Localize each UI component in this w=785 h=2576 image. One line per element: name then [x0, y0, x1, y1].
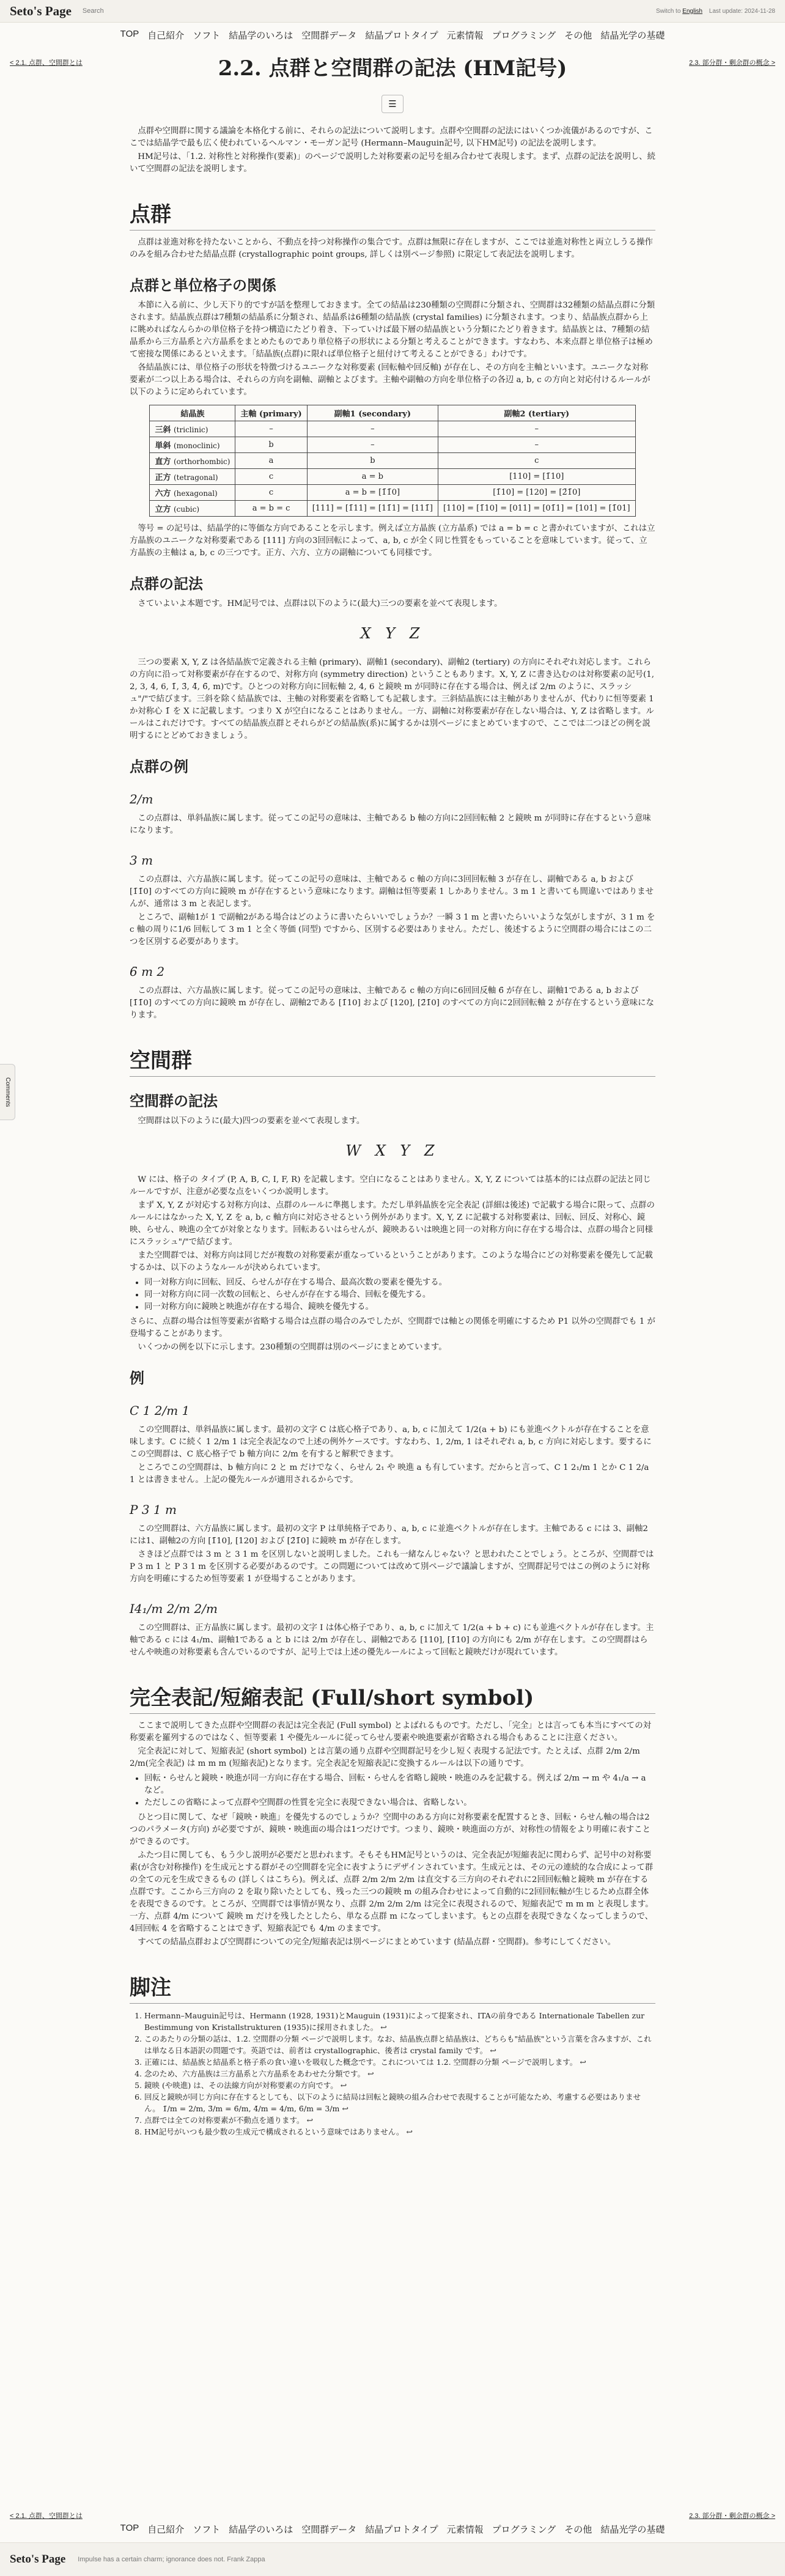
- example-title: 3 m: [130, 853, 153, 868]
- subsection-lattice: 点群と単位格子の関係: [130, 276, 276, 294]
- section-full-short: 完全表記/短縮表記 (Full/short symbol): [130, 1681, 655, 1714]
- footnote: 4. 念のため、六方晶族は三方晶系と六方晶系をあわせた分類です。 ↩: [144, 2068, 655, 2080]
- table-cell: 正方 (tetragonal): [150, 469, 235, 485]
- article: [130, 113, 655, 2138]
- table-header: 結晶族: [150, 405, 235, 421]
- footnote: 7. 点群では全ての対称要素が不動点を通ります。 ↩: [144, 2114, 655, 2126]
- menu-item-top[interactable]: TOP: [120, 29, 139, 39]
- paragraph: この空間群は、単斜晶族に属します。最初の文字 C は底心格子であり、a, b, c に加えて 1/2(a + b) にも並進ベクトルが存在することを意味します。C に続く 1 2/m 1 は完全表記なので上述の例外ケースです。すなわち、1, 2/m, 1 はそれぞれ a, b, c 方向に対応します。要するにこの空間群は、C 底心格子で b 軸方向に 2/m を有すると解釈できます。: [130, 1425, 652, 1459]
- switch-label: Switch to: [655, 7, 681, 15]
- paragraph: この点群は、六方晶族に属します。従ってこの記号の意味は、主軸である c 軸の方向に6回回反軸 6̄ が存在し、副軸1である a, b および [1̄1̄0] のすべての方向に鏡映 m が存在し、副軸2である [1̄10] および [120], [2̄1̄0] のすべての方向に2回回転軸 2 が存在するという意味になります。: [130, 986, 654, 1020]
- table-cell: a = b = c: [235, 501, 307, 517]
- next-page-link[interactable]: 2.3. 部分群・剰余群の概念 >: [689, 59, 775, 67]
- priority-rule-list: [144, 1277, 655, 1313]
- table-cell: 直方 (orthorhombic): [150, 453, 235, 469]
- header-meta: [651, 8, 775, 15]
- paragraph: すべての結晶点群および空間群についての完全/短縮表記は別ページにまとめています (結晶点群・空間群)。参考にしてください。: [138, 1938, 616, 1947]
- menu-item-crystallography[interactable]: 結晶学のいろは: [229, 2525, 293, 2535]
- footnote: 5. 鏡映 (や映進) は、その法線方向が対称要素の方向です。 ↩: [144, 2080, 655, 2091]
- paragraph: この空間群は、六方晶族に属します。最初の文字 P は単純格子であり、a, b, c に並進ベクトルが存在します。主軸である c には 3、副軸2 には1、副軸2の方向 [1̄10], [120] および [2̄1̄0] に鏡映 m が存在します。: [130, 1524, 648, 1546]
- table-header-row: [150, 405, 635, 421]
- search-input[interactable]: Search: [82, 7, 104, 15]
- example-title: C 1 2/m 1: [130, 1403, 190, 1418]
- footnote: 2. このあたりの分類の話は、1.2. 空間群の分類 ページで説明します。なお、結晶族点群と結晶族は、どちらも"結晶族"という言葉を含みますが、これは単なる日本語訳の問題です。英語では、前者は crystallographic、後者は crystal family です。 ↩: [144, 2033, 655, 2056]
- table-header: 副軸2 (tertiary): [438, 405, 636, 421]
- menu-item-elements[interactable]: 元素情報: [446, 2525, 484, 2535]
- menu-item-programming[interactable]: プログラミング: [492, 2525, 556, 2535]
- paragraph: さらに、点群の場合は恒等要素が省略する場合は点群の場合のみでしたが、空間群では軸との関係を明確にするため P1 以外の空間群でも 1 が登場することがあります。: [130, 1317, 655, 1338]
- section-footnotes: 脚注: [130, 1971, 655, 2004]
- table-row: [150, 453, 635, 469]
- paragraph: また空間群では、対称方向は同じだが複数の対称要素が重なっているということがあります。このような場合にどの対称要素を優先して記載するかは、以下のようなルールが決められています。: [130, 1251, 653, 1272]
- paragraph: ところで、副軸1が 1 で副軸2がある場合はどのように書いたらいいでしょうか？一瞬 3 1 m と書いたらいいような気がしますが、3 1 m を c 軸の周りに1/6 回転して 3 m 1 と全く等価 (同型) ですから、区別する必要はありません。ただし、後述するように空間群の場合にはこの二つを区別する必要があります。: [130, 913, 655, 947]
- paragraph: まず X, Y, Z が対応する対称方向は、点群のルールに準拠します。ただし単斜晶族を完全表記 (詳細は後述) で記載する場合に限って、点群のルールにはなかった X, Y, Z を a, b, c 軸方向に対応させるという例外があります。X, Y, Z に記載する対称要素は、回転、回反、対称心、鏡映、らせん、映進の全てが対象となります。回転あるいはらせんが、鏡映あるいは映進と同一の対称方向に存在する場合は、点群の場合と同様にスラッシュ"/"で結びます。: [130, 1201, 655, 1247]
- table-cell: c: [438, 453, 636, 469]
- table-row: [150, 421, 635, 437]
- footer-quote: Impulse has a certain charm; ignorance does not. Frank Zappa: [78, 2556, 265, 2563]
- section-space-group: 空間群: [130, 1044, 655, 1077]
- footnote: 1. Hermann–Mauguin記号は、Hermann (1928, 1931)とMauguin (1931)によって提案され、ITAの前身である Internationale Tabellen zur Bestimmung von Kristallstrukturen (1935)に採用されました。 ↩: [144, 2010, 655, 2033]
- table-cell: c: [235, 485, 307, 501]
- footnote-list: [144, 2010, 655, 2138]
- subsection-notation: 点群の記法: [130, 575, 203, 592]
- intro-paragraph: HM記号は、「1.2. 対称性と対称操作(要素)」のページで説明した対称要素の記号を組み合わせて表現します。まず、点群の記法を説明し、続いて空間群の記法を説明します。: [130, 152, 655, 174]
- table-cell: 立方 (cubic): [150, 501, 235, 517]
- paragraph: 完全表記に対して、短縮表記 (short symbol) とは言葉の通り点群や空間群記号を少し短く表現する記法です。たとえば、点群 2/m 2/m 2/m(完全表記) は m m m (短縮表記)となります。完全表記を短縮表記に変換するルールは以下の通りです。: [130, 1747, 640, 1768]
- formula-xyz: X Y Z: [360, 625, 425, 642]
- menu-item-prototype[interactable]: 結晶プロトタイプ: [365, 2525, 438, 2535]
- footnote: 3. 正確には、結晶族と結晶系と格子系の食い違いを吸収した概念です。これについては 1.2. 空間群の分類 ページで説明します。 ↩: [144, 2056, 655, 2068]
- table-cell: –: [235, 421, 307, 437]
- table-cell: b: [235, 437, 307, 453]
- table-cell: a: [235, 453, 307, 469]
- menu-item-optics[interactable]: 結晶光学の基礎: [600, 31, 665, 41]
- prev-page-link[interactable]: < 2.1. 点群、空間群とは: [10, 59, 83, 67]
- table-row: [150, 437, 635, 453]
- subsection-sg-notation: 空間群の記法: [130, 1092, 218, 1110]
- paragraph: 空間群は以下のように(最大)四つの要素を並べて表現します。: [138, 1116, 365, 1126]
- bottom-page-nav: [0, 2511, 785, 2520]
- paragraph: W には、格子の タイプ (P, A, B, C, I, F, R) を記載します。空白になることはありません。X, Y, Z については基本的には点群の記法と同じルールですが、注意が必要な点をいくつか説明します。: [130, 1175, 651, 1197]
- language-switch-link[interactable]: English: [682, 7, 702, 15]
- menu-item-software[interactable]: ソフト: [193, 2525, 221, 2535]
- intro-paragraph: 点群や空間群に関する議論を本格化する前に、それらの記法について説明します。点群や空間群の記法にはいくつか流儀があるのですが、ここでは結晶学で最も広く使われているヘルマン・モーガン記号 (Hermann–Mauguin記号, 以下HM記号) の記法を説明します。: [130, 127, 653, 148]
- table-cell: [110] = [1̄10]: [438, 469, 636, 485]
- prev-page-link-bottom[interactable]: < 2.1. 点群、空間群とは: [10, 2512, 83, 2520]
- table-cell: a = b: [307, 469, 438, 485]
- last-update: Last update: 2024-11-28: [709, 7, 775, 15]
- table-cell: b: [307, 453, 438, 469]
- table-cell: –: [438, 437, 636, 453]
- page-title: 2.2. 点群と空間群の記法 (HM記号): [218, 56, 567, 81]
- menu-item-others[interactable]: その他: [564, 31, 592, 41]
- menu-item-spacegroup-data[interactable]: 空間群データ: [301, 2525, 357, 2535]
- paragraph: ふたつ目に関しても、もう少し説明が必要だと思われます。そもそもHM記号というのは、完全表記が短縮表記に関わらず、記号中の対称要素(が含む対称操作) を生成元とする群がその空間群を完全に表すようにデザインされています。生成元とは、その元の連続的な合成によって群の全ての元を生成できるもの (詳しくはこちら)。例えば、点群 2/m 2/m 2/m は直交する三方向のそれぞれに2回回転軸と鏡映 m が存在する点群です。ここから三方向の 2 を取り除いたとしても、残った三つの鏡映 m の組み合わせによって自動的に2回回転軸が生じるため点群全体を表現できるのです。ところが、空間群では事情が異なり、点群 2/m 2/m 2/m は完全に表現されるので、短縮表記で m m m と表現します。一方、点群 4/m について 鏡映 m だけを残したとしたら、単なる点群 m になってしまいます。もとの点群を表現できなくなってしまうので、4回回転 4 を省略することはできず、短縮表記でも 4/m のままです。: [130, 1851, 654, 1933]
- example-title: 2/m: [130, 792, 153, 806]
- example-title: P 3 1 m: [130, 1502, 177, 1517]
- list-item: • 同一対称方向に鏡映と映進が存在する場合、鏡映を優先する。: [144, 1301, 655, 1313]
- comments-tab[interactable]: Comments: [0, 1064, 15, 1120]
- table-cell: c: [235, 469, 307, 485]
- menu-item-spacegroup-data[interactable]: 空間群データ: [301, 31, 357, 41]
- menu-item-programming[interactable]: プログラミング: [492, 31, 556, 41]
- paragraph: さきほど点群では 3 m と 3 1 m を区別しないと説明しました。これも一緒なんじゃない？と思われたことでしょう。ところが、空間群では P 3 m 1 と P 3 1 m を区別する必要があるのです。この問題については改めて別ページで議論しますが、空間群記号ではこの例のように対称方向を明確にするため恒等要素 1 が登場することがあります。: [130, 1550, 654, 1584]
- table-cell: –: [307, 437, 438, 453]
- list-item: • 回転・らせんと鏡映・映進が同一方向に存在する場合、回転・らせんを省略し鏡映・映進のみを記載する。例えば 2/m → m や 4₁/a → a など。: [144, 1773, 655, 1797]
- table-cell: [110] = [1̄10] = [011] = [01̄1] = [101] = [1̄01]: [438, 501, 636, 517]
- menu-item-about[interactable]: 自己紹介: [147, 2525, 185, 2535]
- paragraph: ところでこの空間群は、b 軸方向に 2 と m だけでなく、らせん 2₁ や 映進 a も有しています。だからと言って、C 1 2₁/m 1 とか C 1 2/a 1 とは書きません。上記の優先ルールが適用されるからです。: [130, 1463, 649, 1485]
- main-menu: [0, 23, 785, 46]
- table-cell: [1̄10] = [120] = [2̄1̄0]: [438, 485, 636, 501]
- paragraph: この点群は、単斜晶族に属します。従ってこの記号の意味は、主軸である b 軸の方向に2回回転軸 2 と鏡映 m が同時に存在するという意味になります。: [130, 814, 651, 835]
- page-nav: [0, 46, 785, 113]
- short-rule-list: [144, 1773, 655, 1809]
- paragraph: 等号 = の記号は、結晶学的に等価な方向であることを示します。例えば立方晶族 (立方晶系) では a = b = c と書かれていますが、これは立方晶族のユニークな対称要素である [111] 方向の3回回転によって、a, b, c が全く同じ性質をもっていることを意味しています。従って、立方晶族の主軸は a, b, c の三つです。正方、六方、立方の副軸についても同様です。: [130, 524, 655, 558]
- table-cell: 六方 (hexagonal): [150, 485, 235, 501]
- footnote: 8. HM記号がいつも最少数の生成元で構成されるという意味ではありません。 ↩: [144, 2126, 655, 2138]
- symmetry-direction-table: [149, 405, 635, 517]
- bottom-menu: [0, 2523, 785, 2536]
- table-cell: 三斜 (triclinic): [150, 421, 235, 437]
- menu-item-others[interactable]: その他: [564, 2525, 592, 2535]
- menu-item-optics[interactable]: 結晶光学の基礎: [600, 2525, 665, 2535]
- paragraph: 点群は並進対称を持たないことから、不動点を持つ対称操作の集合です。点群は無限に存在しますが、ここでは並進対称性と両立しうる操作のみを組み合わせた結晶点群 (crystallographic point groups, 詳しくは別ページ参照) に限定して表記法を説明します。: [130, 238, 653, 259]
- list-item: • ただしこの省略によって点群や空間群の性質を完全に表現できない場合は、省略しない。: [144, 1797, 655, 1809]
- paragraph: この点群は、六方晶族に属します。従ってこの記号の意味は、主軸である c 軸の方向に3回回転軸 3 が存在し、副軸である a, b および [1̄1̄0] のすべての方向に鏡映 m が存在するという意味になります。副軸は恒等要素 1 しかありません。3 m 1 と書いても間違いではありませんが、通常は 3 m と表記します。: [130, 875, 654, 909]
- top-bar: [0, 0, 785, 23]
- table-row: [150, 501, 635, 517]
- paragraph: 三つの要素 X, Y, Z は各結晶族で定義される主軸 (primary)、副軸1 (secondary)、副軸2 (tertiary) の方向にそれぞれ対応します。これらの方向に沿って対称要素が存在するので、対称方向 (symmetry direction) ということもあります。X, Y, Z に書き込むのは対称要素の記号(1, 2, 3, 4, 6, 1̄, 3̄, 4̄, 6̄, m)です。ひとつの対称方向に回転軸 2, 4, 6 と鏡映 m が同時に存在する場合は、例えば 2/m のように、スラッシュ"/"で結びます。三斜を除く結晶族では、主軸の対称要素を省略しても記載します。三斜結晶族には主軸がありませんが、代わりに恒等要素 1 か対称心 1̄ を X に記載します。つまり X が空白になることはありません。一方、副軸に対称要素が存在しない場合は、Y, Z は省略します。ルールはこれだけです。すべての結晶族点群とそれらがどの結晶族(系)に属するかは別ページにまとめていますので、ここでは二つほどの例を説明するにとどめておきましょう。: [130, 658, 654, 740]
- table-cell: –: [438, 421, 636, 437]
- paragraph: 各結晶族には、単位格子の形状を特徴づけるユニークな対称要素 (回転軸や回反軸) が存在し、その方向を主軸といいます。ユニークな対称要素が二つ以上ある場合は、それらの方向を副軸、副軸とよびます。主軸や副軸の方向を単位格子の各辺 a, b, c の方向と対応付けるルールが以下のように定められています。: [130, 363, 650, 397]
- paragraph: ひとつ目に関して、なぜ「鏡映・映進」を優先するのでしょうか？空間中のある方向に対称要素を配置するとき、回転・らせん軸の場合は2つのパラメータ(方向) が必要ですが、鏡映・映進面の場合は1つだけです。つまり、鏡映・映進面の方が、対称性の情報をより明確に表すことができるのです。: [130, 1813, 650, 1847]
- menu-item-top[interactable]: TOP: [120, 2523, 139, 2533]
- footnote: 6. 回反と鏡映が同じ方向に存在するとしても、以下のように結局は回転と鏡映の組み合わせで表現することが可能なため、考慮する必要はありません。 1̄/m = 2/m, 3̄/m = 6̄/m, 4̄/m = 4/m, 6̄/m = 3/m ↩: [144, 2091, 655, 2114]
- menu-item-software[interactable]: ソフト: [193, 31, 221, 41]
- table-row: [150, 469, 635, 485]
- table-cell: a = b = [1̄1̄0]: [307, 485, 438, 501]
- menu-item-about[interactable]: 自己紹介: [147, 31, 185, 41]
- menu-item-crystallography[interactable]: 結晶学のいろは: [229, 31, 293, 41]
- list-item: • 同一対称方向に同一次数の回転と、らせんが存在する場合、回転を優先する。: [144, 1289, 655, 1301]
- next-page-link-bottom[interactable]: 2.3. 部分群・剰余群の概念 >: [689, 2512, 775, 2520]
- example-title: 6̄ m 2: [130, 964, 165, 979]
- paragraph: さていよいよ本題です。HM記号では、点群は以下のように(最大)三つの要素を並べて表現します。: [138, 599, 503, 608]
- toc-icon[interactable]: ☰: [381, 95, 404, 113]
- subsection-sg-examples: 例: [130, 1369, 144, 1387]
- formula-wxyz: W X Y Z: [345, 1142, 440, 1159]
- subsection-examples: 点群の例: [130, 758, 188, 775]
- paragraph: この空間群は、正方晶族に属します。最初の文字 I は体心格子であり、a, b, c に加えて 1/2(a + b + c) にも並進ベクトルが存在します。主軸である c には 4₁/m、副軸1である a と b には 2/m が存在し、副軸2である [110], [1̄10] の方向にも 2/m が存在します。この空間群はらせんや映進の対称要素も含んでいるのですが、記号上では上述の優先ルールによって回転と鏡映だけが現れています。: [130, 1623, 654, 1657]
- paragraph: 本節に入る前に、少し天下り的ですが話を整理しておきます。全ての結晶は230種類の空間群に分類され、空間群は32種類の結晶点群に分類されます。結晶族点群は7種類の結晶系に分類され、結晶系は6種類の結晶族 (crystal families) に分類されます。つまり、結晶族点群から上に眺めればなんらかの単位格子を持つ構造にたどり着き、下っていけば最下層の結晶族という分類にたどり着きます。結晶族とは、7種類の結晶系から三方晶系と六方晶系をまとめたものであり単位格子の形状による分類と考えることができます。すなわち、本来点群と単位格子は極めて密接な関係にあるといえます。「結晶族(点群)に限れば単位格子と紐付けて考えることができる」わけです。: [130, 301, 655, 359]
- menu-item-elements[interactable]: 元素情報: [446, 31, 484, 41]
- table-cell: [111] = [1̄11] = [11̄1] = [111̄]: [307, 501, 438, 517]
- table-header: 副軸1 (secondary): [307, 405, 438, 421]
- example-title: I4₁/m 2/m 2/m: [130, 1601, 218, 1616]
- section-point-group: 点群: [130, 197, 655, 231]
- list-item: • 同一対称方向に回転、回反、らせんが存在する場合、最高次数の要素を優先する。: [144, 1277, 655, 1289]
- footer: [0, 2542, 785, 2576]
- menu-item-prototype[interactable]: 結晶プロトタイプ: [365, 31, 438, 41]
- paragraph: ここまで説明してきた点群や空間群の表記は完全表記 (Full symbol) とよばれるものです。ただし、「完全」とは言っても本当にすべての対称要素を羅列するのではなく、恒等要素 1 や優先ルールに従ってらせん要素や映進要素が省略される場合もあることに注意ください。: [130, 1721, 651, 1743]
- table-cell: –: [307, 421, 438, 437]
- paragraph: いくつかの例を以下に示します。230種類の空間群は別のページにまとめています。: [138, 1343, 447, 1352]
- table-header: 主軸 (primary): [235, 405, 307, 421]
- table-row: [150, 485, 635, 501]
- site-title[interactable]: Seto's Page: [10, 3, 72, 18]
- title-block: [132, 46, 653, 113]
- footer-title[interactable]: Seto's Page: [10, 2553, 66, 2566]
- table-cell: 単斜 (monoclinic): [150, 437, 235, 453]
